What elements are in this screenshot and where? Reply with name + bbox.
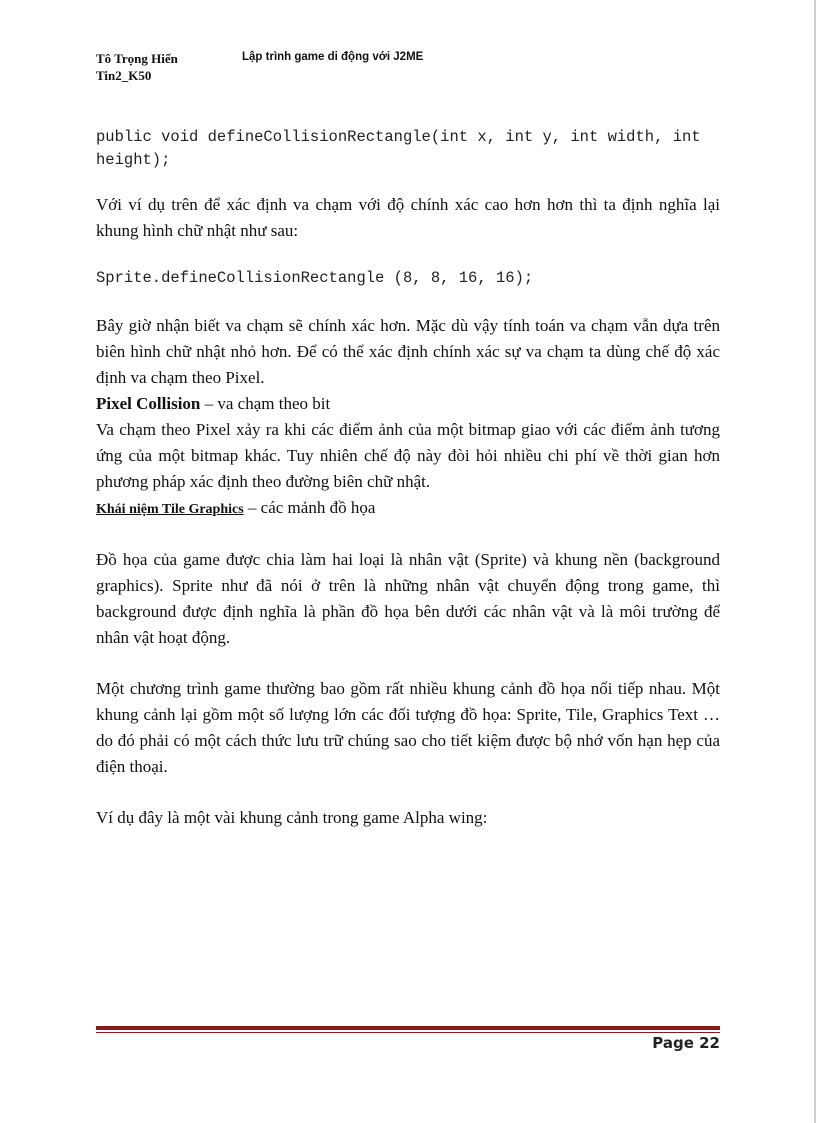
author-name: Tô Trọng Hiến (96, 51, 178, 66)
paragraph-alpha-wing-example: Ví dụ đây là một vài khung cảnh trong game Alpha wing: (96, 808, 488, 827)
page-body (96, 126, 720, 831)
document-title: Lập trình game di động với J2ME (242, 51, 424, 63)
paragraph-graphics-types: Đồ họa của game được chia làm hai loại là nhân vật (Sprite) và khung nền (background graphics). Sprite như đã nói ở trên là những nhân vật chuyển động trong game, thì background được định nghĩa là phần đồ họa bên dưới các nhân vật và là môi trường để nhân vật hoạt động. (96, 550, 720, 647)
heading-pixel-collision-rest: – va chạm theo bit (200, 394, 331, 413)
paragraph-scene-storage: Một chương trình game thường bao gồm rất nhiều khung cảnh đồ họa nối tiếp nhau. Một khung cảnh lại gồm một số lượng lớn các đối tượng đồ họa: Sprite, Tile, Graphics Text … do đó phải có một cách thức lưu trữ chúng sao cho tiết kiệm được bộ nhớ vốn hạn hẹp của điện thoại. (96, 679, 720, 776)
code-define-collision-signature: public void defineCollisionRectangle(int x, int y, int width, int height); (96, 128, 710, 169)
code-define-collision-call: Sprite.defineCollisionRectangle (8, 8, 16, 16); (96, 269, 534, 287)
paragraph-pixel-collision: Va chạm theo Pixel xảy ra khi các điểm ảnh của một bitmap giao với các điểm ảnh tương ứng của một bitmap khác. Tuy nhiên chế độ này đòi hỏi nhiều chi phí về thời gian hơn phương pháp xác định theo đường biên chữ nhật. (96, 420, 720, 491)
heading-tile-graphics (96, 495, 720, 523)
page-header (96, 50, 726, 90)
heading-pixel-collision (96, 391, 720, 417)
heading-pixel-collision-bold: Pixel Collision (96, 394, 201, 413)
heading-tile-graphics-rest: – các mảnh đồ họa (243, 498, 376, 517)
author-class: Tin2_K50 (96, 68, 152, 83)
paragraph-collision-precision: Với ví dụ trên để xác định va chạm với độ chính xác cao hơn hơn thì ta định nghĩa lại khung hình chữ nhật như sau: (96, 195, 720, 240)
page-number: Page 22 (652, 1034, 720, 1052)
footer-rule-thin (96, 1032, 720, 1033)
author-block (96, 50, 178, 84)
paragraph-pixel-mode-intro: Bây giờ nhận biết va chạm sẽ chính xác hơn. Mặc dù vậy tính toán va chạm vẫn dựa trên biên hình chữ nhật nhỏ hơn. Để có thể xác định chính xác sự va chạm ta dùng chế độ xác định va chạm theo Pixel. (96, 316, 720, 387)
footer-rule-thick (96, 1026, 720, 1030)
heading-tile-graphics-bold: Khái niệm Tile Graphics (96, 502, 244, 517)
